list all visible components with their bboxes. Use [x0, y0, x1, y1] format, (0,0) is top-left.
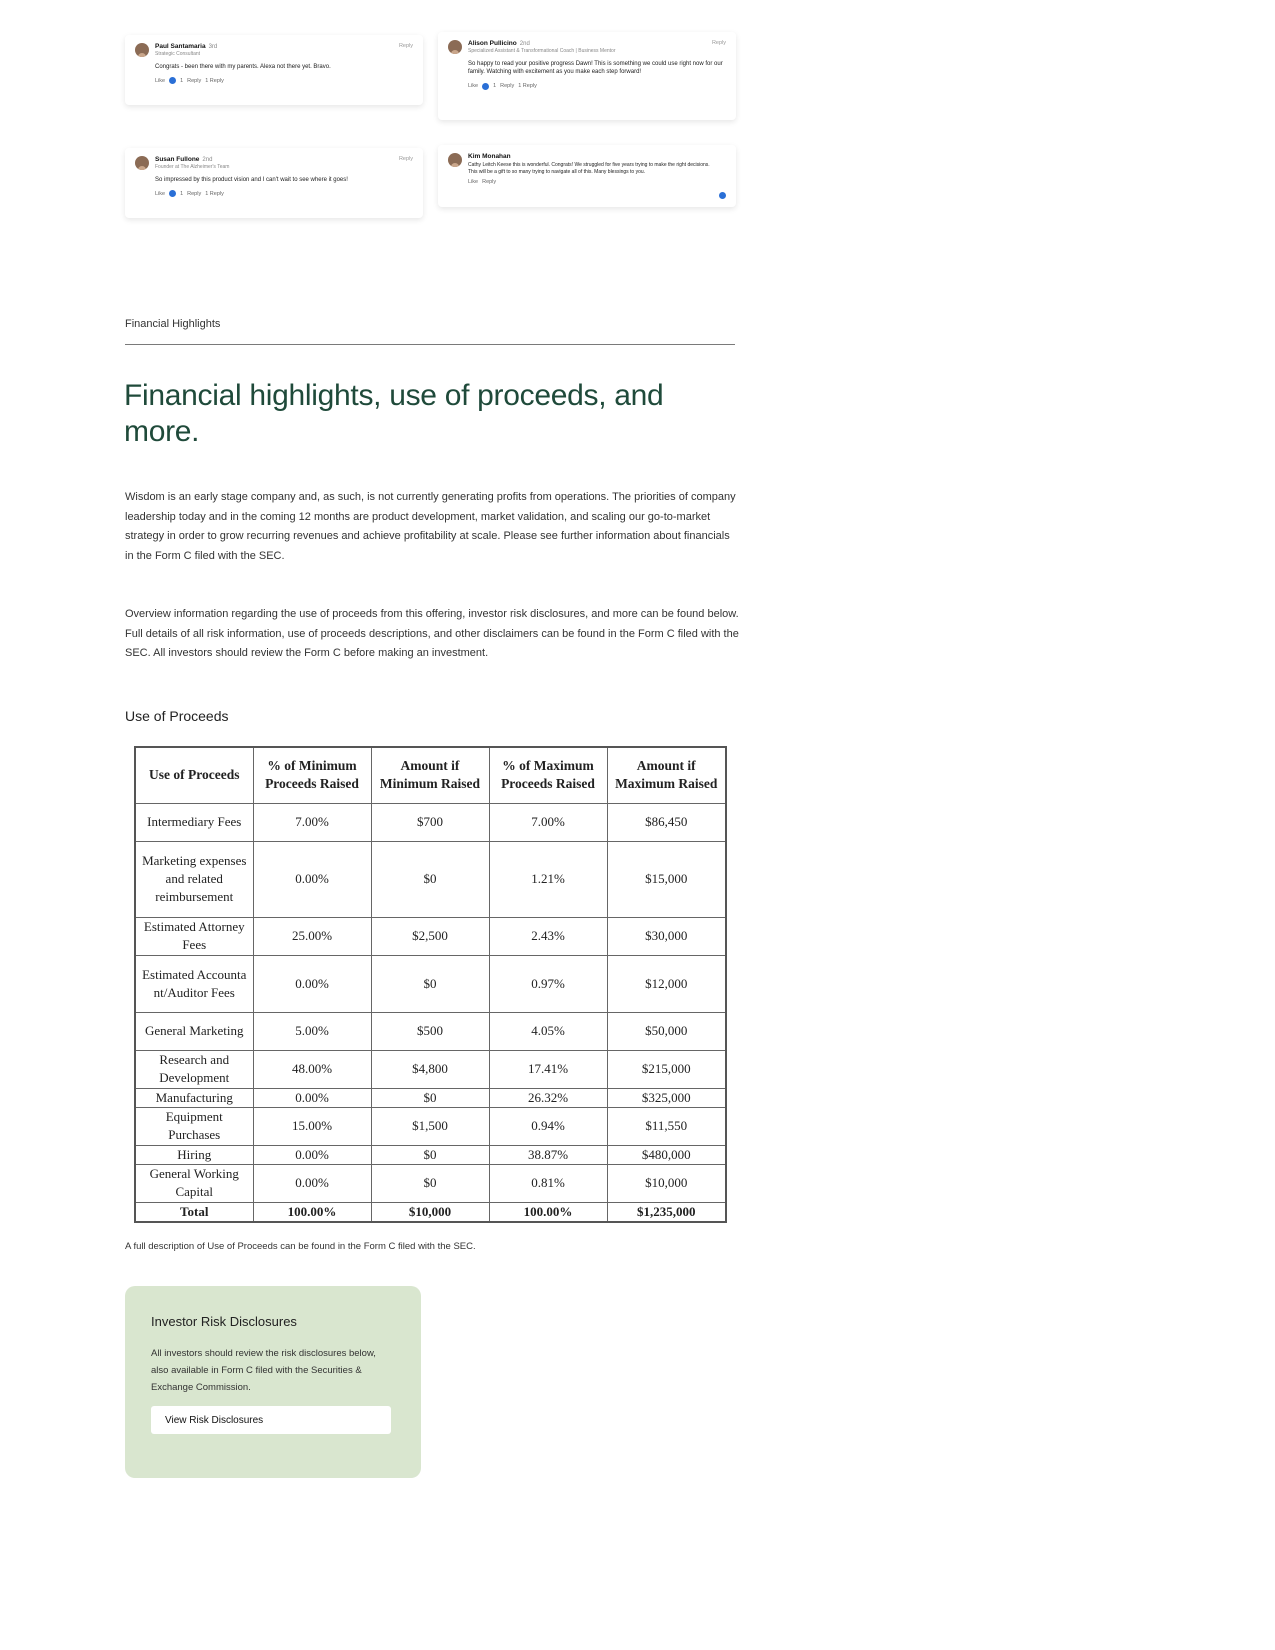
comment-author: Susan Fullone: [155, 156, 200, 163]
table-cell: 100.00%: [253, 1202, 371, 1222]
table-cell: $10,000: [371, 1202, 489, 1222]
comment-card-3: [125, 148, 423, 218]
table-cell: $15,000: [607, 841, 726, 917]
like-icon: [482, 83, 489, 90]
comment-meta: Reply: [398, 156, 413, 162]
table-cell: 0.00%: [253, 841, 371, 917]
table-cell: Manufacturing: [135, 1088, 253, 1107]
table-cell: 7.00%: [253, 803, 371, 841]
avatar: [135, 43, 149, 57]
table-cell: $12,000: [607, 955, 726, 1012]
table-cell: $50,000: [607, 1012, 726, 1050]
table-cell: $0: [371, 1164, 489, 1202]
table-row: [135, 1164, 726, 1202]
use-of-proceeds-heading: Use of Proceeds: [125, 708, 229, 724]
like-action: Like: [468, 179, 479, 185]
table-cell: 4.05%: [489, 1012, 607, 1050]
table-row: [135, 1050, 726, 1088]
table-cell: $11,550: [607, 1107, 726, 1145]
table-cell: 38.87%: [489, 1145, 607, 1164]
comment-body: So impressed by this product vision and I can't wait to see where it goes!: [155, 177, 348, 183]
table-cell: $4,800: [371, 1050, 489, 1088]
comment-card-2: [438, 32, 736, 120]
table-cell: 17.41%: [489, 1050, 607, 1088]
like-action: Like: [155, 190, 166, 197]
comment-meta: Reply: [711, 40, 726, 46]
table-cell: 15.00%: [253, 1107, 371, 1145]
avatar: [448, 40, 462, 54]
table-cell: $1,235,000: [607, 1202, 726, 1222]
risk-title: Investor Risk Disclosures: [151, 1314, 297, 1329]
table-header: Amount if Minimum Raised: [371, 747, 489, 803]
comment-actions: [155, 77, 413, 84]
table-row: [135, 1107, 726, 1145]
table-row: [135, 955, 726, 1012]
table-cell: $0: [371, 955, 489, 1012]
table-cell: $325,000: [607, 1088, 726, 1107]
section-label: Financial Highlights: [125, 318, 221, 330]
comment-degree: 3rd: [208, 44, 218, 50]
table-cell: 0.00%: [253, 1164, 371, 1202]
comment-author: Kim Monahan: [468, 153, 511, 160]
overview-paragraph: Overview information regarding the use of proceeds from this offering, investor risk disclosures, and more can be found below. Full details of all risk information, use of proceeds descriptions, and other disclaimers can be found in the Form C filed with the SEC. All investors should review the Form C before making an investment.: [125, 608, 739, 659]
comment-degree: 2nd: [202, 157, 213, 163]
risk-text: All investors should review the risk disclosures below, also available in Form C filed with the Securities & Exchange Commission.: [151, 1348, 376, 1393]
table-cell: $30,000: [607, 917, 726, 955]
table-cell: Estimated Attorney Fees: [135, 917, 253, 955]
reply-count: 1 Reply: [518, 83, 537, 90]
comment-meta: Reply: [398, 43, 413, 49]
reply-action: Reply: [482, 179, 497, 185]
table-cell: 1.21%: [489, 841, 607, 917]
table-cell: Intermediary Fees: [135, 803, 253, 841]
table-cell: $0: [371, 1088, 489, 1107]
table-cell: 2.43%: [489, 917, 607, 955]
table-row: [135, 917, 726, 955]
comment-degree: 2nd: [519, 41, 530, 47]
reply-count: 1 Reply: [205, 77, 224, 84]
table-cell: 100.00%: [489, 1202, 607, 1222]
like-count: 1: [180, 77, 184, 84]
table-row: [135, 1088, 726, 1107]
divider: [125, 344, 735, 345]
table-row: [135, 1012, 726, 1050]
risk-disclosure-box: [125, 1286, 421, 1478]
table-footnote: A full description of Use of Proceeds can be found in the Form C filed with the SEC.: [125, 1241, 476, 1252]
table-cell: Research and Development: [135, 1050, 253, 1088]
table-cell: $2,500: [371, 917, 489, 955]
table-cell: Hiring: [135, 1145, 253, 1164]
table-cell: Marketing expenses and related reimbursement: [135, 841, 253, 917]
comment-actions: [155, 190, 413, 197]
like-action: Like: [155, 77, 166, 84]
table-row: [135, 841, 726, 917]
like-icon: [169, 77, 176, 84]
reply-action: Reply: [500, 83, 515, 90]
table-header: Use of Proceeds: [135, 747, 253, 803]
table-header: % of Minimum Proceeds Raised: [253, 747, 371, 803]
table-cell: 0.00%: [253, 1145, 371, 1164]
table-cell: $700: [371, 803, 489, 841]
comment-body: Cathy Leitch Keese this is wonderful. Congrats! We struggled for five years trying to make the right decisions. This will be a gift to so many trying to navigate all of this. Many blessings to you.: [468, 162, 710, 175]
like-count: 1: [493, 83, 497, 90]
reaction-icon: [719, 192, 726, 199]
reply-action: Reply: [187, 190, 202, 197]
table-cell: 0.00%: [253, 1088, 371, 1107]
table-cell: 0.00%: [253, 955, 371, 1012]
table-cell: 7.00%: [489, 803, 607, 841]
table-cell: Equipment Purchases: [135, 1107, 253, 1145]
table-cell: $86,450: [607, 803, 726, 841]
reply-action: Reply: [187, 77, 202, 84]
table-total-row: [135, 1202, 726, 1222]
comment-card-1: [125, 35, 423, 105]
use-of-proceeds-table: [134, 746, 727, 1223]
table-cell: $215,000: [607, 1050, 726, 1088]
table-cell: 5.00%: [253, 1012, 371, 1050]
comment-author: Alison Pullicino: [468, 40, 517, 47]
table-cell: 0.94%: [489, 1107, 607, 1145]
table-cell: General Marketing: [135, 1012, 253, 1050]
table-cell: General Working Capital: [135, 1164, 253, 1202]
table-cell: Estimated Accountant/Auditor Fees: [135, 955, 253, 1012]
page-title: Financial highlights, use of proceeds, and more.: [124, 379, 664, 448]
comment-actions: [468, 179, 726, 185]
comment-subtitle: Founder at The Alzheimer's Team: [155, 164, 230, 170]
table-cell: $0: [371, 1145, 489, 1164]
comment-card-4: [438, 145, 736, 207]
table-cell: 25.00%: [253, 917, 371, 955]
table-cell: $1,500: [371, 1107, 489, 1145]
like-action: Like: [468, 83, 479, 90]
avatar: [448, 153, 462, 167]
table-cell: $0: [371, 841, 489, 917]
table-cell: $500: [371, 1012, 489, 1050]
table-cell: 26.32%: [489, 1088, 607, 1107]
like-count: 1: [180, 190, 184, 197]
table-row: [135, 1145, 726, 1164]
table-cell: 48.00%: [253, 1050, 371, 1088]
table-cell: $480,000: [607, 1145, 726, 1164]
comment-subtitle: Specialized Assistant & Transformational Coach | Business Mentor: [468, 48, 616, 54]
avatar: [135, 156, 149, 170]
view-risk-disclosures-button[interactable]: View Risk Disclosures: [151, 1406, 391, 1434]
reply-count: 1 Reply: [205, 190, 224, 197]
table-row: [135, 803, 726, 841]
table-cell: 0.97%: [489, 955, 607, 1012]
table-cell: 0.81%: [489, 1164, 607, 1202]
comment-author: Paul Santamaria: [155, 43, 206, 50]
like-icon: [169, 190, 176, 197]
table-header: Amount if Maximum Raised: [607, 747, 726, 803]
intro-paragraph: Wisdom is an early stage company and, as such, is not currently generating profits from operations. The priorities of company leadership today and in the coming 12 months are product development, market validation, and scaling our go-to-market strategy in order to grow recurring revenues and achieve profitability at scale. Please see further information about financials in the Form C filed with the SEC.: [125, 491, 736, 562]
comment-subtitle: Strategic Consultant: [155, 51, 201, 57]
table-cell: Total: [135, 1202, 253, 1222]
table-cell: $10,000: [607, 1164, 726, 1202]
table-header: % of Maximum Proceeds Raised: [489, 747, 607, 803]
comment-actions: [468, 83, 726, 90]
comment-body: So happy to read your positive progress Dawn! This is something we could use right now for our family. Watching with excitement as you make each step forward!: [468, 61, 723, 76]
comment-body: Congrats - been there with my parents. Alexa not there yet. Bravo.: [155, 64, 331, 70]
